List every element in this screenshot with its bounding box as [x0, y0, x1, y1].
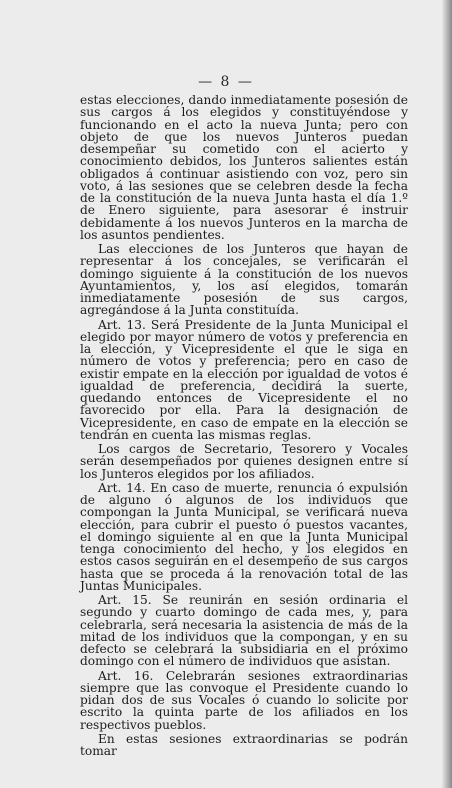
paragraph-sesiones-extraordinarias: En estas sesiones extraordinarias se podrán tomar — [80, 731, 408, 758]
paragraph-art-15: Art. 15. Se reunirán en sesión ordinaria el segundo y cuarto domingo de cada mes, y, para celebrarla, será necesaria la asistencia de más de la mitad de los individuos que la compongan, y en su defecto se celebrará la subsidiaria en el próximo domingo con el número de individuos que asistan. — [80, 593, 408, 669]
paragraph-elecciones-junteros: Las elecciones de los Junteros que hayan de representar á los concejales, se verificarán el domingo siguiente á la constitución de los nuevos Ayuntamientos, y, los así elegidos, tomarán inmediatamente posesión de sus cargos, agregándose á la Junta constituída. — [80, 242, 408, 318]
body-text — [80, 94, 408, 759]
paragraph-art-13: Art. 13. Será Presidente de la Junta Municipal el elegido por mayor número de votos y preferencia en la elección, y Vicepresidente el que le siga en número de votos y preferencia; pero en caso de existir empate en la elección por igualdad de votos é igualdad de preferencia, decidirá la suerte, quedando entonces de Vicepresidente el no favorecido por ella. Para la designación de Vicepresidente, en caso de empate en la elección se tendrán en cuenta las mismas reglas. — [80, 317, 408, 442]
paragraph-continuation: estas elecciones, dando inmediatamente posesión de sus cargos á los elegidos y constituyéndose y funcionando en el acto la nueva Junta; pero con objeto de que los nuevos Junteros puedan desempeñar su cometido con el acierto y conocimiento debidos, los Junteros salientes están obligados á continuar asistiendo con voz, pero sin voto, á las sesiones que se celebren desde la fecha de la constitución de la nueva Junta hasta el día 1.º de Enero siguiente, para asesorar é instruir debidamente á los nuevos Junteros en la marcha de los asuntos pendientes. — [80, 93, 408, 242]
page-number: — 8 — — [198, 74, 254, 90]
page-edge-shadow — [442, 0, 452, 788]
paragraph-art-14: Art. 14. En caso de muerte, renuncia ó expulsión de alguno ó algunos de los individuos que compongan la Junta Municipal, se verificará nueva elección, para cubrir el puesto ó puestos vacantes, el domingo siguiente al en que la Junta Municipal tenga conocimiento del hecho, y los elegidos en estos casos seguirán en el desempeño de sus cargos hasta que se proceda á la renovación total de las Juntas Municipales. — [80, 480, 408, 593]
paragraph-art-16: Art. 16. Celebrarán sesiones extraordinarias siempre que las convoque el Presidente cuando lo pidan dos de sus Vocales ó cuando lo solicite por escrito la quinta parte de los afiliados en los respectivos pueblos. — [80, 668, 408, 732]
paragraph-cargos: Los cargos de Secretario, Tesorero y Vocales serán desempeñados por quienes designen entre sí los Junteros elegidos por los afiliados. — [80, 442, 408, 481]
